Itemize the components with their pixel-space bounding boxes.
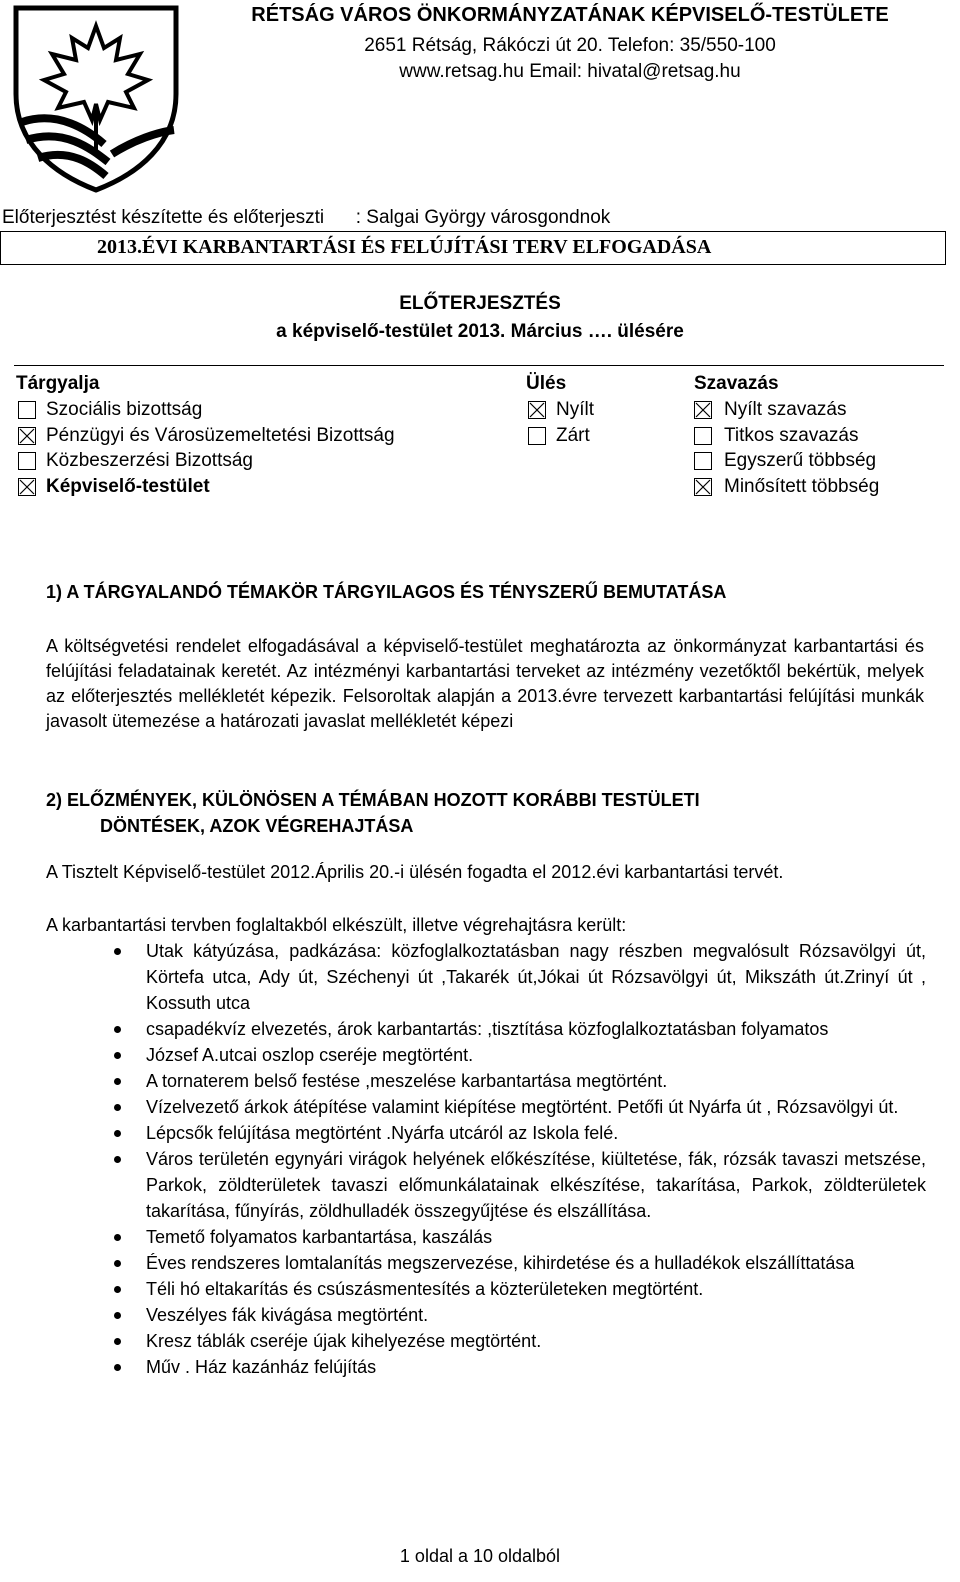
vote-checkbox-1[interactable] bbox=[694, 401, 712, 419]
list-item bbox=[46, 1146, 926, 1224]
list-item bbox=[46, 1016, 926, 1042]
list-item-text: Vízelvezető árkok átépítése valamint kiépítése megtörtént. Petőfi út Nyárfa út , Rózsavölgyi út. bbox=[146, 1097, 899, 1117]
bullet-icon bbox=[114, 1078, 121, 1085]
session-label-1: Nyílt bbox=[556, 399, 594, 420]
preparer-line: Előterjesztést készítette és előterjeszti : Salgai György városgondnok bbox=[2, 207, 611, 228]
checkmark-x-icon bbox=[19, 479, 35, 495]
session-header: Ülés bbox=[526, 373, 567, 394]
list-item bbox=[46, 938, 926, 1016]
topic-label-2: Pénzügyi és Városüzemeltetési Bizottság bbox=[46, 424, 395, 446]
list-item bbox=[46, 1250, 926, 1276]
topic-checkbox-1[interactable] bbox=[18, 401, 36, 419]
bullet-icon bbox=[114, 1286, 121, 1293]
list-item bbox=[46, 1354, 926, 1380]
section2-intro: A karbantartási tervben foglaltakból elkészült, illetve végrehajtásra került: bbox=[46, 915, 627, 935]
list-item-text: A tornaterem belső festése ,meszelése karbantartása megtörtént. bbox=[146, 1071, 668, 1091]
page-footer: 1 oldal a 10 oldalból bbox=[399, 1546, 561, 1566]
checkmark-x-icon bbox=[19, 428, 35, 444]
submission-heading: ELŐTERJESZTÉS bbox=[399, 293, 561, 314]
list-item bbox=[46, 1276, 926, 1302]
maple-leaf-crest-icon bbox=[8, 4, 184, 194]
list-item bbox=[46, 1328, 926, 1354]
bullet-icon bbox=[114, 1260, 121, 1267]
list-item bbox=[46, 1120, 926, 1146]
topic-header: Tárgyalja bbox=[16, 373, 100, 394]
council-title: RÉTSÁG VÁROS ÖNKORMÁNYZATÁNAK KÉPVISELŐ-TESTÜLETE bbox=[251, 4, 889, 26]
section1-paragraph: A költségvetési rendelet elfogadásával a képviselő-testület meghatározta az önkormányzat karbantartási és felújítási feladatainak keretét. Az intézményi karbantartási terveket az intézmény vezetőktől bekértük, melyek az előterjesztés mellékletét képezik. Felsoroltak alapján a 2013.évre tervezett karbantartási felújítási munkák javasolt ütemezése a határozati javaslat mellékletét képezi bbox=[46, 636, 924, 731]
vote-checkbox-3[interactable] bbox=[694, 452, 712, 470]
council-web-email: www.retsag.hu Email: hivatal@retsag.hu bbox=[399, 61, 741, 82]
session-checkbox-1[interactable] bbox=[528, 401, 546, 419]
vote-header: Szavazás bbox=[694, 373, 779, 394]
list-item bbox=[46, 1302, 926, 1328]
checkmark-x-icon bbox=[695, 479, 711, 495]
document-title: 2013.ÉVI KARBANTARTÁSI ÉS FELÚJÍTÁSI TERV ELFOGADÁSA bbox=[0, 231, 946, 265]
topic-label-1: Szociális bizottság bbox=[46, 399, 203, 420]
bullet-icon bbox=[114, 1338, 121, 1345]
section2-heading bbox=[46, 787, 946, 839]
list-item-text: Veszélyes fák kivágása megtörtént. bbox=[146, 1305, 429, 1325]
work-list bbox=[46, 938, 926, 1380]
list-item-text: csapadékvíz elvezetés, árok karbantartás: ,tisztítása közfoglalkoztatásban folyamatos bbox=[146, 1019, 829, 1039]
vote-label-3: Egyszerű többség bbox=[724, 450, 877, 471]
topic-checkbox-3[interactable] bbox=[18, 452, 36, 470]
section2-paragraph: A Tisztelt Képviselő-testület 2012.Április 20.-i ülésén fogadta el 2012.évi karbantartási tervét. bbox=[46, 862, 784, 882]
council-address: 2651 Rétság, Rákóczi út 20. Telefon: 35/550-100 bbox=[364, 35, 776, 56]
bullet-icon bbox=[114, 1156, 121, 1163]
list-item-text: Téli hó eltakarítás és csúszásmentesítés a közterületeken megtörtént. bbox=[146, 1279, 704, 1299]
list-item-text: Éves rendszeres lomtalanítás megszervezése, kihirdetése és a hulladékok elszállíttatása bbox=[146, 1253, 855, 1273]
bullet-icon bbox=[114, 1026, 121, 1033]
checkmark-x-icon bbox=[695, 402, 711, 418]
section1-heading: 1) A TÁRGYALANDÓ TÉMAKÖR TÁRGYILAGOS ÉS TÉNYSZERŰ BEMUTATÁSA bbox=[46, 582, 727, 602]
section2-heading-line1: 2) ELŐZMÉNYEK, KÜLÖNÖSEN A TÉMÁBAN HOZOTT KORÁBBI TESTÜLETI bbox=[46, 790, 700, 810]
vote-checkbox-2[interactable] bbox=[694, 427, 712, 445]
list-item-text: Temető folyamatos karbantartása, kaszálás bbox=[146, 1227, 493, 1247]
list-item bbox=[46, 1094, 926, 1120]
bullet-icon bbox=[114, 1364, 121, 1371]
checkmark-x-icon bbox=[529, 402, 545, 418]
vote-checkbox-4[interactable] bbox=[694, 478, 712, 496]
list-item-text: Utak kátyúzása, padkázása: közfoglalkoztatásban nagy részben megvalósult Rózsavölgyi út, Körtefa utca, Ady út, Széchenyi út ,Takarék út,Jókai út Rózsavölgyi út, Mikszáth út.Zrinyí út , Kossuth utca bbox=[146, 941, 926, 1013]
list-item bbox=[46, 1224, 926, 1250]
bullet-icon bbox=[114, 1234, 121, 1241]
list-item-text: József A.utcai oszlop cseréje megtörtént. bbox=[146, 1045, 474, 1065]
bullet-icon bbox=[114, 1052, 121, 1059]
vote-label-2: Titkos szavazás bbox=[724, 424, 859, 446]
bullet-icon bbox=[114, 1312, 121, 1319]
list-item-text: Város területén egynyári virágok helyének előkészítése, kiültetése, fák, rózsák tavaszi metszése, Parkok, zöldterületek tavaszi előmunkálatainak elkészítése, takarítása, Parkok, zöldterületek takarítása, fűnyírás, zöldhulladék összegyűjtése és elszállítása. bbox=[146, 1149, 926, 1221]
list-item-text: Lépcsők felújítása megtörtént .Nyárfa utcáról az Iskola felé. bbox=[146, 1123, 619, 1143]
section2-heading-line2: DÖNTÉSEK, AZOK VÉGREHAJTÁSA bbox=[100, 816, 414, 836]
bullet-icon bbox=[114, 1104, 121, 1111]
divider bbox=[14, 365, 944, 366]
topic-checkbox-4[interactable] bbox=[18, 478, 36, 496]
submission-subheading: a képviselő-testület 2013. Március …. ülésére bbox=[276, 321, 684, 342]
list-item bbox=[46, 1042, 926, 1068]
session-label-2: Zárt bbox=[556, 424, 590, 446]
vote-label-1: Nyílt szavazás bbox=[724, 399, 847, 420]
bullet-icon bbox=[114, 1130, 121, 1137]
list-item-text: Kresz táblák cseréje újak kihelyezése megtörtént. bbox=[146, 1331, 542, 1351]
topic-checkbox-2[interactable] bbox=[18, 427, 36, 445]
list-item-text: Műv . Ház kazánház felújítás bbox=[146, 1357, 377, 1377]
topic-label-3: Közbeszerzési Bizottság bbox=[46, 450, 253, 471]
list-item bbox=[46, 1068, 926, 1094]
vote-label-4: Minősített többség bbox=[724, 475, 880, 497]
topic-label-4: Képviselő-testület bbox=[46, 475, 210, 497]
bullet-icon bbox=[114, 948, 121, 955]
session-checkbox-2[interactable] bbox=[528, 427, 546, 445]
